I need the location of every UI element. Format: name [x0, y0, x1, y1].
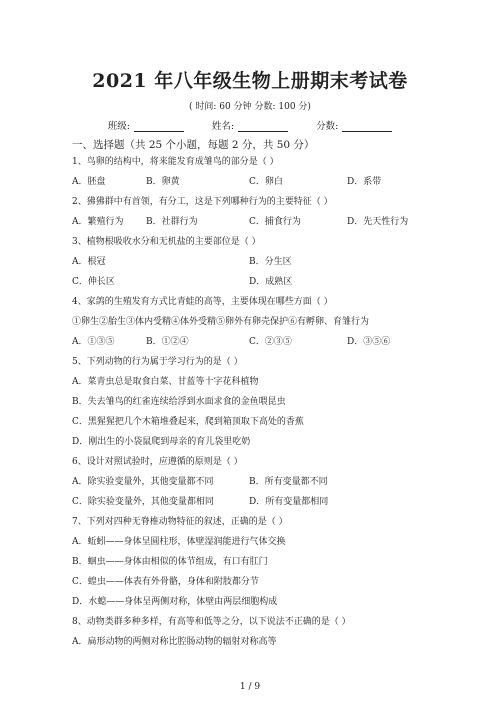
option-a[interactable]: A．胚盘	[72, 177, 106, 187]
question-2-stem: 2、狒狒群中有首领，有分工，这是下列哪种行为的主要特征（ ）	[72, 197, 333, 207]
option-c[interactable]: C．卵白	[249, 177, 283, 187]
name-label: 姓名:	[211, 121, 235, 132]
option-b[interactable]: B．社群行为	[146, 217, 198, 227]
page-number: 1 / 9	[239, 682, 261, 692]
page-title: 2021 年八年级生物上册期末考试卷	[92, 70, 408, 92]
question-6-stem: 6、设计对照试验时，应遵循的原则是（ ）	[72, 457, 243, 467]
question-1-stem: 1、鸟卵的结构中，将来能发育成雏鸟的部分是（ ）	[72, 157, 279, 167]
option-a[interactable]: A．菜青虫总是取食白菜、甘蓝等十字花科植物	[72, 377, 259, 387]
option-c[interactable]: C．伸长区	[72, 277, 115, 287]
option-a[interactable]: A．根冠	[72, 257, 106, 267]
option-c[interactable]: C．除实验变量外，其他变量都相同	[72, 497, 214, 507]
exam-meta: ( 时间: 60 分钟 分数: 100 分)	[189, 102, 311, 112]
option-d[interactable]: D．所有变量都相同	[249, 497, 329, 507]
option-d[interactable]: D．③⑤⑥	[347, 337, 391, 347]
question-7-stem: 7、下列对四种无脊椎动物特征的叙述，正确的是（ ）	[72, 517, 288, 527]
option-a[interactable]: A．蚯蚓——身体呈圆柱形，体壁湿润能进行气体交换	[72, 537, 286, 547]
option-d[interactable]: D．先天性行为	[347, 217, 409, 227]
student-info-fields	[0, 118, 500, 132]
option-b[interactable]: B．所有变量都不同	[249, 477, 328, 487]
option-c[interactable]: C．捕食行为	[249, 217, 301, 227]
option-a[interactable]: A．繁殖行为	[72, 217, 124, 227]
name-blank[interactable]	[238, 121, 288, 132]
option-c[interactable]: C．②③⑤	[249, 337, 292, 347]
option-b[interactable]: B．卵黄	[146, 177, 180, 187]
option-c[interactable]: C．蝗虫——体表有外骨骼，身体和附肢都分节	[72, 577, 259, 587]
option-d[interactable]: D．水螅——身体呈两侧对称，体壁由两层细胞构成	[72, 597, 278, 607]
question-3-stem: 3、植物根吸收水分和无机盐的主要部位是（ ）	[72, 237, 261, 247]
option-a[interactable]: A．①③⑤	[72, 337, 115, 347]
option-d[interactable]: D．刚出生的小袋鼠爬到母亲的育儿袋里吃奶	[72, 437, 251, 447]
option-a[interactable]: A．除实验变量外，其他变量都不同	[72, 477, 214, 487]
score-label: 分数:	[316, 121, 339, 132]
option-b[interactable]: B．蛔虫——身体由相似的体节组成，有口有肛门	[72, 557, 268, 567]
option-d[interactable]: D．成熟区	[249, 277, 293, 287]
option-d[interactable]: D．系带	[347, 177, 382, 187]
score-field[interactable]	[316, 118, 392, 132]
class-blank[interactable]	[134, 121, 184, 132]
score-blank[interactable]	[342, 121, 392, 132]
question-8-stem: 8、动物类群多种多样，有高等和低等之分，以下说法不正确的是（ ）	[72, 617, 351, 627]
question-4-stem: 4、家鸽的生殖发育方式比青蛙的高等，主要体现在哪些方面（ ）	[72, 297, 333, 307]
class-field[interactable]	[108, 118, 184, 132]
class-label: 班级:	[107, 121, 130, 132]
question-4-extra: ①卵生②胎生③体内受精④体外受精⑤卵外有卵壳保护⑥有孵卵、育雏行为	[72, 317, 370, 327]
option-b[interactable]: B．失去雏鸟的红雀连续给浮到水面求食的金鱼喂昆虫	[72, 397, 286, 407]
option-b[interactable]: B．①②④	[146, 337, 189, 347]
option-b[interactable]: B．分生区	[249, 257, 292, 267]
option-c[interactable]: C．黑猩猩把几个木箱堆叠起来，爬到箱顶取下高处的香蕉	[72, 417, 304, 427]
option-a[interactable]: A．扁形动物的两侧对称比腔肠动物的辐射对称高等	[72, 637, 277, 647]
section-heading: 一、选择题（共 25 个小题，每题 2 分，共 50 分）	[72, 139, 315, 151]
name-field[interactable]	[212, 118, 288, 132]
question-5-stem: 5、下列动物的行为属于学习行为的是（ ）	[72, 357, 243, 367]
